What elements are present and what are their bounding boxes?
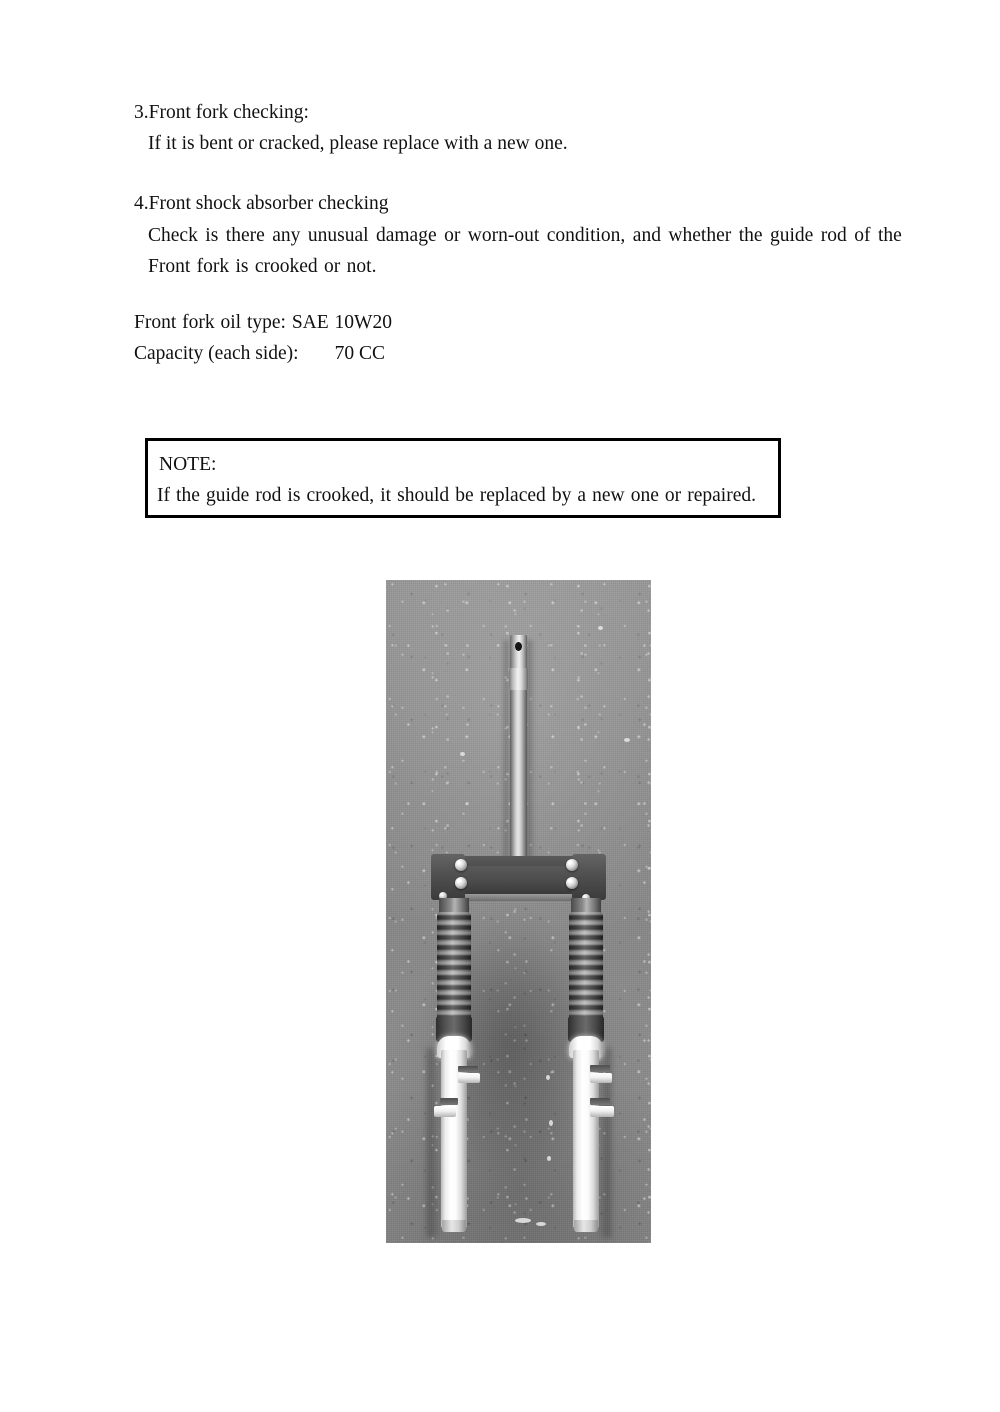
- axle-lug-shadow: [440, 1098, 458, 1105]
- spec-oil-type: Front fork oil type: SAE 10W20: [134, 312, 392, 333]
- floor-debris: [515, 1218, 531, 1223]
- stem-collar: [509, 668, 528, 690]
- fork-slider-end-cap: [442, 1220, 466, 1232]
- note-box: [145, 438, 781, 518]
- fork-rubber-boot: [569, 912, 603, 1020]
- section-4-heading: 4.Front shock absorber checking: [134, 193, 389, 214]
- pinch-bolt: [455, 877, 467, 889]
- pinch-bolt: [455, 859, 467, 871]
- axle-lug: [434, 1106, 456, 1117]
- front-fork-photograph: [386, 580, 651, 1243]
- fork-leg-shadow: [427, 1048, 441, 1238]
- brake-mount-lug-shadow: [458, 1066, 478, 1072]
- brake-mount-lug: [590, 1073, 612, 1083]
- section-4-line-2: Front fork is crooked or not.: [148, 256, 377, 277]
- floor-debris: [536, 1222, 546, 1226]
- floor-debris: [598, 626, 603, 630]
- floor-debris: [549, 1120, 553, 1126]
- pinch-bolt: [566, 859, 578, 871]
- fork-slider-end-cap: [574, 1220, 598, 1232]
- floor-debris: [547, 1156, 551, 1161]
- section-3-line-1: If it is bent or cracked, please replace with a new one.: [148, 133, 568, 154]
- section-4-line-1: Check is there any unusual damage or worn-out condition, and whether the guide rod of the: [148, 225, 902, 246]
- stem-top-section: [510, 635, 527, 669]
- brake-mount-lug-shadow: [590, 1065, 610, 1072]
- floor-debris: [460, 752, 465, 756]
- axle-lug: [590, 1106, 614, 1117]
- section-3-heading: 3.Front fork checking:: [134, 102, 309, 123]
- note-body-text: If the guide rod is crooked, it should be replaced by a new one or repaired.: [157, 485, 757, 506]
- stem-top-hole: [515, 642, 522, 651]
- axle-lug-shadow: [590, 1098, 610, 1105]
- spec-capacity-row: [134, 344, 385, 364]
- spec-capacity-value: 70 CC: [334, 343, 385, 364]
- spec-capacity-label: Capacity (each side):: [134, 343, 299, 364]
- floor-debris: [624, 738, 630, 742]
- brake-mount-lug: [458, 1073, 480, 1083]
- note-title: NOTE:: [159, 454, 217, 475]
- floor-debris: [546, 1075, 550, 1080]
- fork-rubber-boot: [437, 912, 471, 1020]
- pinch-bolt: [566, 877, 578, 889]
- triple-clamp-lower-lip: [448, 894, 588, 901]
